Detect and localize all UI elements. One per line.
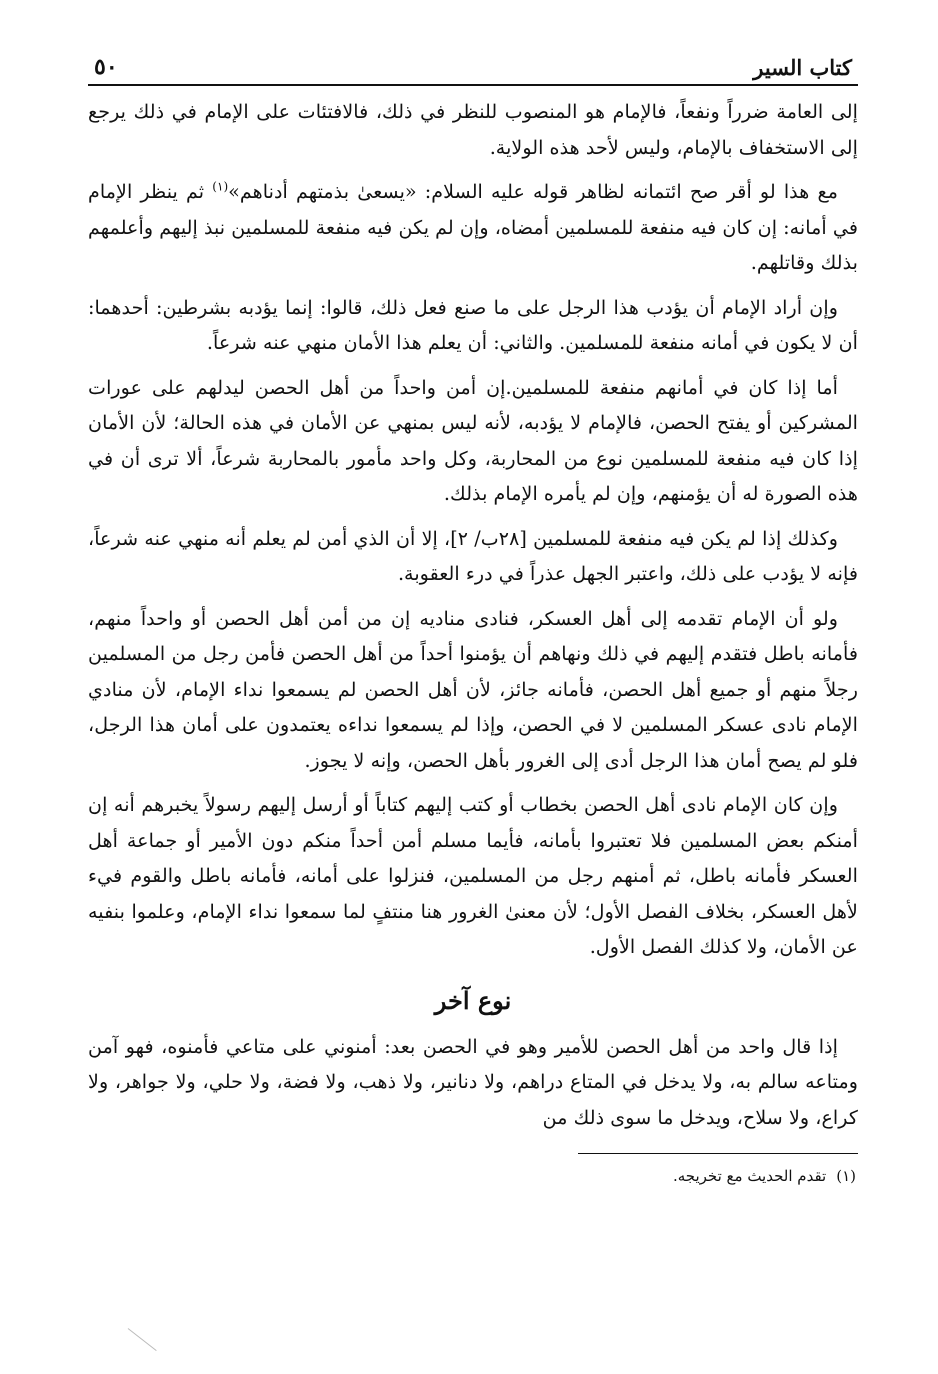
book-title: كتاب السير	[753, 55, 852, 80]
page-header	[88, 44, 858, 86]
document-page	[88, 44, 858, 1188]
scan-mark	[128, 1328, 157, 1351]
footnote-marker: (١)	[212, 179, 229, 194]
page-body	[88, 94, 858, 1188]
footnote-number: (١)	[836, 1167, 856, 1185]
paragraph-6: ولو أن الإمام تقدمه إلى أهل العسكر، فنادى مناديه إن من أمن أهل الحصن أو واحداً منهم، فأمانه باطل فتقدم إليهم في ذلك ونهاهم أن يؤمنوا أحداً من أهل الحصن فأمن رجل من المسلمين رجلاً منهم أو جميع أهل الحصن، فأمانه جائز، لأن أهل الحصن لم يسمعوا نداء الإمام، لأن منادي الإمام نادى عسكر المسلمين لا في الحصن، وإذا لم يسمعوا نداءه يعتمدون على أمان هذا الرجل، فلو لم يصح أمان هذا الرجل أدى إلى الغرور بأهل الحصن، وإنه لا يجوز.	[88, 606, 858, 772]
paragraph-2-quote: مع هذا لو أقر صح ائتمانه لظاهر قوله عليه السلام: «يسعىٰ بذمتهم أدناهم»	[228, 180, 838, 203]
page-number: ٥٠	[94, 54, 118, 80]
footnote-text: تقدم الحديث مع تخريجه.	[672, 1167, 827, 1185]
paragraph-1: إلى العامة ضرراً ونفعاً، فالإمام هو المنصوب للنظر في ذلك، فالافتئات على الإمام في ذلك يرجع إلى الاستخفاف بالإمام، وليس لأحد هذه الولاية.	[88, 100, 858, 159]
paragraph-3: وإن أراد الإمام أن يؤدب هذا الرجل على ما صنع فعل ذلك، قالوا: إنما يؤدبه بشرطين: أحدهما: أن لا يكون في أمانه منفعة للمسلمين. والثاني: أن يعلم هذا الأمان منهي عنه شرعاً.	[88, 295, 858, 354]
paragraph-2	[88, 174, 858, 281]
footnote	[88, 1164, 858, 1188]
paragraph-5: وكذلك إذا لم يكن فيه منفعة للمسلمين [٢٨ب/ ٢]، إلا أن الذي أمن لم يعلم أنه منهي عنه شرعاً، فإنه لا يؤدب على ذلك، واعتبر الجهل عذراً في درء العقوبة.	[88, 526, 858, 585]
paragraph-4: أما إذا كان في أمانهم منفعة للمسلمين.إن أمن واحداً من أهل الحصن ليدلهم على عورات المشركين أو يفتح الحصن، فالإمام لا يؤدبه، لأنه ليس بمنهي عن الأمان في هذه الحالة؛ لأن الأمان إذا كان فيه منفعة للمسلمين نوع من المحاربة، وكل واحد مأمور بالمحاربة شرعاً، ألا ترى أن في هذه الصورة له أن يؤمنهم، وإن لم يأمره الإمام بذلك.	[88, 375, 858, 505]
section-heading: نوع آخر	[434, 985, 512, 1015]
paragraph-2-rest: ثم ينظر الإمام في أمانه: إن كان فيه منفعة للمسلمين أمضاه، وإن لم يكن فيه منفعة للمسلمين نبذ إليهم وأعلمهم بذلك وقاتلهم.	[88, 180, 858, 274]
section-paragraph: إذا قال واحد من أهل الحصن للأمير وهو في الحصن بعد: أمنوني على متاعي فأمنوه، فهو آمن ومتاعه سالم به، ولا يدخل في المتاع دراهم، ولا دنانير، ولا ذهب، ولا فضة، ولا حلي، ولا جواهر، ولا كراع، ولا سلاح، ويدخل ما سوى ذلك من	[88, 1034, 858, 1129]
footnote-divider	[578, 1153, 858, 1154]
paragraph-7: وإن كان الإمام نادى أهل الحصن بخطاب أو كتب إليهم كتاباً أو أرسل إليهم رسولاً يخبرهم أنه إن أمنكم بعض المسلمين فلا تعتبروا بأمانه، فأيما مسلم أمن أحداً منكم دون الأمير أو جماعة أهل العسكر فأمانه باطل، ثم أمنهم رجل من المسلمين، فنزلوا على أمانه، فأمانه باطل والقوم فيء لأهل العسكر، بخلاف الفصل الأول؛ لأن معنىٰ الغرور هنا منتفٍ لما سمعوا نداء الإمام، وعلموا بنفيه عن الأمان، ولا كذلك الفصل الأول.	[88, 793, 858, 958]
